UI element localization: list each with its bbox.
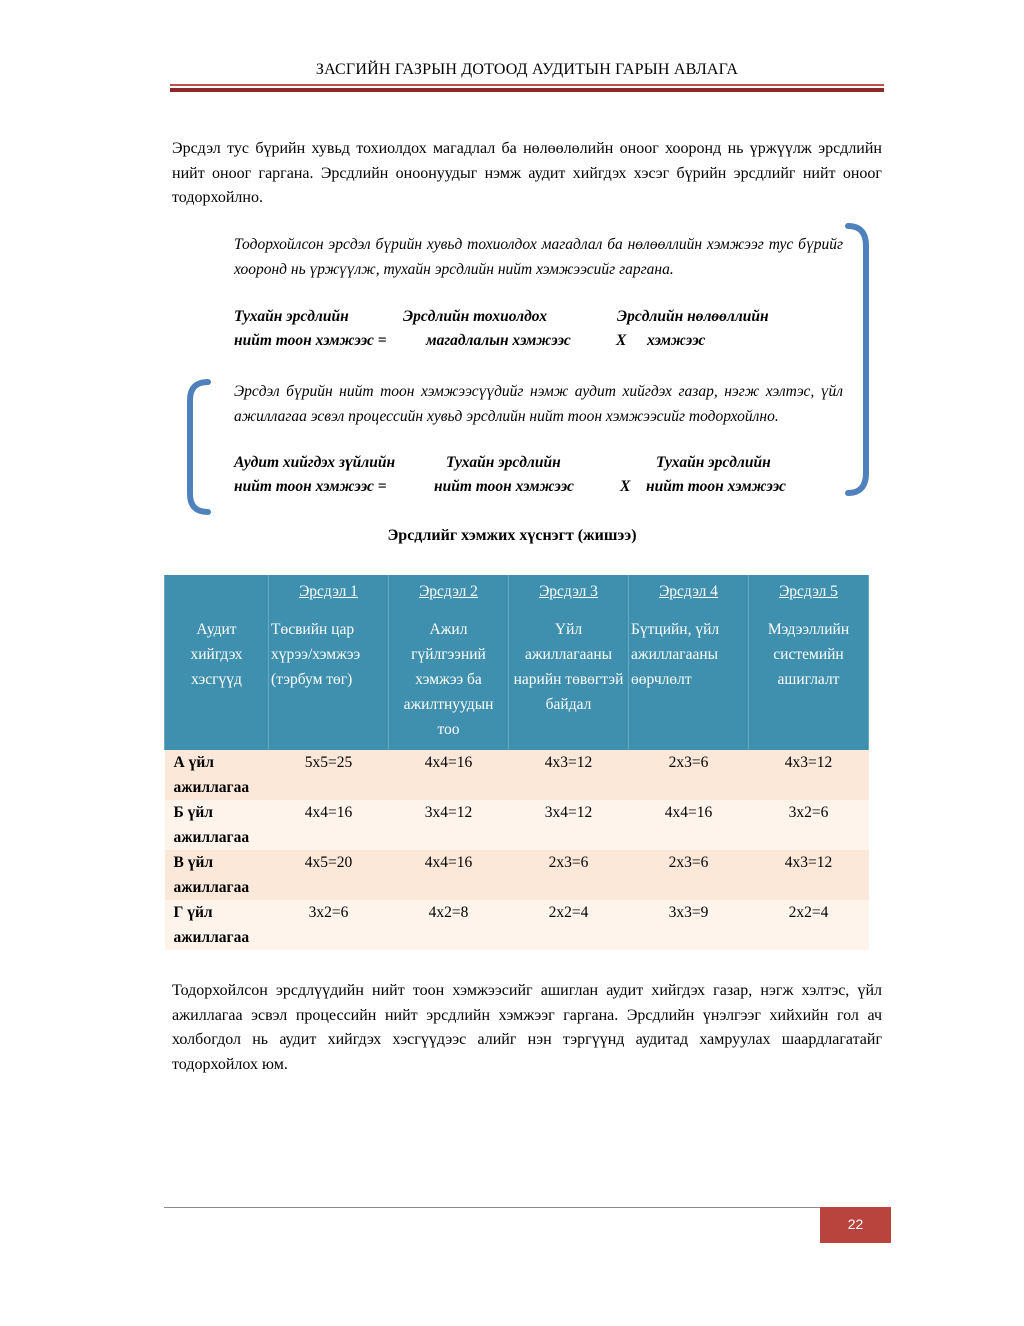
table-cell: 4x2=8 [389,900,509,950]
col-header-1 [269,575,389,750]
row-label: В үйл ажиллагаа [165,850,269,900]
formula1-term2b: магадлалын хэмжээс [426,332,571,349]
header-rule [170,84,884,86]
formula2-term1a: Аудит хийгдэх зүйлийн [234,454,396,471]
formula1-term1b: нийт тоон хэмжээс = [234,332,387,349]
table-cell: 4x4=16 [269,800,389,850]
col-header-2 [389,575,509,750]
formula2-term2b: нийт тоон хэмжээс [434,478,574,495]
table-cell: 3x2=6 [269,900,389,950]
table-cell: 3x2=6 [749,800,869,850]
table-row [165,850,869,900]
table-cell: 3x4=12 [389,800,509,850]
formula2-term3b: нийт тоон хэмжээс [646,478,786,495]
col-header-name: Эрсдэл 1 [299,583,358,600]
col-header-desc: Үйл ажиллагааны нарийн төвөгтэй байдал [513,621,624,713]
col-header-desc: Ажил гүйлгээний хэмжээ ба ажилтнуудын тоо [403,621,494,738]
table-row [165,750,869,800]
table-cell: 4x3=12 [509,750,629,800]
col-header-name: Эрсдэл 4 [659,583,718,600]
table-cell: 2x2=4 [509,900,629,950]
formula1-term3b: хэмжээс [647,332,706,349]
table-row [165,800,869,850]
row-label: Г үйл ажиллагаа [165,900,269,950]
col-header-desc: Төсвийн цар хүрээ/хэмжээ (тэрбум төг) [271,621,361,688]
table-cell: 4x4=16 [389,750,509,800]
col-header-4 [629,575,749,750]
formula2-term3a: Тухайн эрсдлийн [656,454,771,471]
col-header-3 [509,575,629,750]
col-header-desc: Мэдээллийн системийн ашиглалт [767,621,850,688]
table-cell: 2x3=6 [629,750,749,800]
formula2-term2a: Тухайн эрсдлийн [446,454,561,471]
table-title: Эрсдлийг хэмжих хүснэгт (жишээ) [387,527,637,544]
col-header-name: Эрсдэл 3 [539,583,598,600]
formula2-operator: X [620,478,631,495]
page-number: 22 [820,1207,891,1243]
corner-label: Аудит хийгдэх хэсгүүд [190,621,243,688]
table-cell: 4x5=20 [269,850,389,900]
page-header-title: ЗАСГИЙН ГАЗРЫН ДОТООД АУДИТЫН ГАРЫН АВЛАГА [315,61,739,78]
table-cell: 4x3=12 [749,850,869,900]
col-header-5 [749,575,869,750]
table-cell: 5x5=25 [269,750,389,800]
table-cell: 4x4=16 [389,850,509,900]
col-header-desc: Бүтцийн, үйл ажиллагааны өөрчлөлт [631,621,720,688]
table-cell: 4x4=16 [629,800,749,850]
table-cell: 2x3=6 [629,850,749,900]
table-cell: 4x3=12 [749,750,869,800]
row-label: А үйл ажиллагаа [165,750,269,800]
risk-table [164,575,869,950]
right-bracket-icon [840,222,870,497]
formula1-term3a: Эрсдлийн нөлөөллийн [617,308,769,325]
table-cell: 2x2=4 [749,900,869,950]
left-bracket-icon [184,378,214,518]
formula2-term1b: нийт тоон хэмжээс = [234,478,387,495]
table-cell: 3x3=9 [629,900,749,950]
formula1-operator: X [616,332,627,349]
closing-paragraph: Тодорхойлсон эрсдлүүдийн нийт тоон хэмжээсийг ашиглан аудит хийгдэх газар, нэгж хэлтэс, үйл ажиллагаа эсвэл процессийн нийт эрсдлийн хэмжээг гаргана. Эрсдлийн үнэлгээг хийхийн гол ач холбогдол нь аудит хийгдэх хэсгүүдээс алийг нэн тэргүүнд аудитад хамруулах шаардлагатайг тодорхойлох юм. [172,982,882,1073]
table-corner-cell [165,575,269,750]
header-rule-thick [170,88,884,92]
formula1-term2a: Эрсдлийн тохиолдох [403,308,547,325]
formula1-term1a: Тухайн эрсдлийн [234,308,349,325]
table-cell: 3x4=12 [509,800,629,850]
table-row [165,900,869,950]
formula-block-2-text: Эрсдэл бүрийн нийт тоон хэмжээсүүдийг нэмж аудит хийгдэх газар, нэгж хэлтэс, үйл ажиллагаа эсвэл процессийн хувьд эрсдлийн нийт тоон хэмжээсийг тодорхойлно. [234,383,843,425]
table-header-row [165,575,869,750]
col-header-name: Эрсдэл 5 [779,583,838,600]
col-header-name: Эрсдэл 2 [419,583,478,600]
table-cell: 2x3=6 [509,850,629,900]
row-label: Б үйл ажиллагаа [165,800,269,850]
intro-paragraph: Эрсдэл тус бүрийн хувьд тохиолдох магадлал ба нөлөөлөлийн оноог хооронд нь үржүүлж эрсдлийн нийт оноог гаргана. Эрсдлийн оноонуудыг нэмж аудит хийгдэх хэсэг бүрийн эрсдлийг нийт оноог тодорхойлно. [172,140,882,206]
formula-block-1-text: Тодорхойлсон эрсдэл бүрийн хувьд тохиолдох магадлал ба нөлөөллийн хэмжээг тус бүрийг хооронд нь үржүүлж, тухайн эрсдлийн нийт хэмжээсийг гаргана. [234,236,843,278]
footer-rule [164,1207,824,1208]
